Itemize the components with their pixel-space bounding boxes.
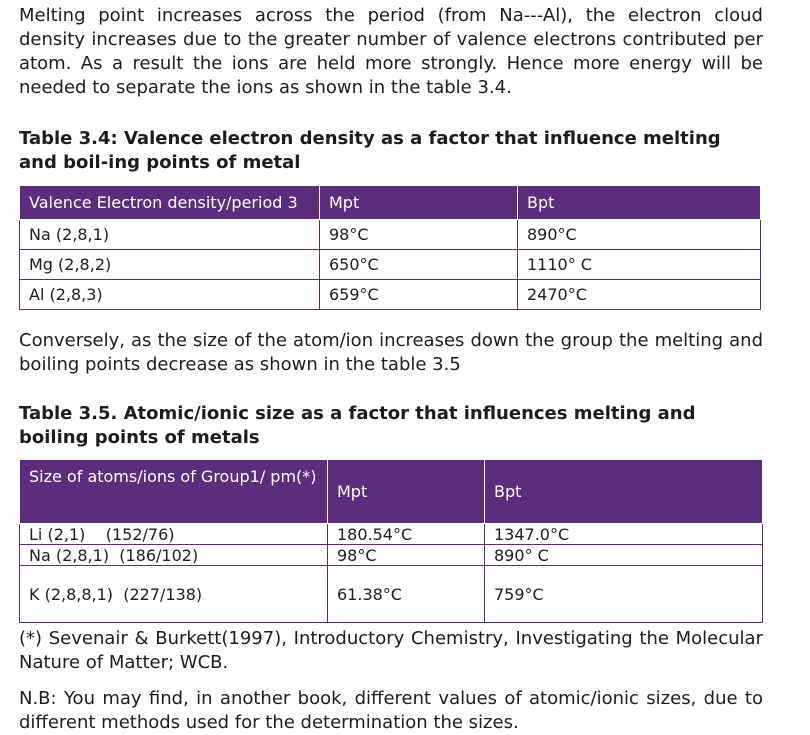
cell-mpt: 180.54°C (328, 524, 485, 545)
table-row (20, 280, 761, 310)
intro-paragraph: Melting point increases across the period (from Na---Al), the electron cloud density increases due to the greater number of valence electrons contributed per atom. As a result the ions are held more strongly. Hence more energy will be needed to separate the ions as shown in the table 3.4. (19, 5, 763, 98)
table-row (20, 566, 763, 623)
cell-bpt: 2470°C (518, 280, 761, 310)
cell-bpt: 1110° C (518, 250, 761, 280)
cell-element: Al (2,8,3) (20, 280, 320, 310)
middle-paragraph: Conversely, as the size of the atom/ion increases down the group the melting and boiling points decrease as shown in the table 3.5 (19, 330, 763, 375)
cell-bpt: 1347.0°C (485, 524, 763, 545)
table-row (20, 250, 761, 280)
cell-mpt: 61.38°C (328, 566, 485, 623)
table-header-row (20, 460, 763, 524)
column-header-valence-density: Valence Electron density/period 3 (20, 186, 320, 220)
table-3-4-caption: Table 3.4: Valence electron density as a factor that influence melting and boil-ing points of metal (19, 128, 721, 173)
cell-mpt: 98°C (328, 545, 485, 566)
column-header-size: Size of atoms/ions of Group1/ pm(*) (20, 460, 328, 524)
cell-element: Na (2,8,1) (20, 220, 320, 250)
cell-mpt: 98°C (320, 220, 518, 250)
column-header-bpt: Bpt (485, 460, 763, 524)
table-3-5 (19, 459, 763, 623)
cell-bpt: 890°C (518, 220, 761, 250)
table-row (20, 545, 763, 566)
column-header-mpt: Mpt (328, 460, 485, 524)
cell-element: Li (2,1) (152/76) (20, 524, 328, 545)
table-header-row (20, 186, 761, 220)
column-header-mpt: Mpt (320, 186, 518, 220)
cell-mpt: 650°C (320, 250, 518, 280)
cell-bpt: 890° C (485, 545, 763, 566)
table-row (20, 524, 763, 545)
cell-bpt: 759°C (485, 566, 763, 623)
table-3-5-caption: Table 3.5. Atomic/ionic size as a factor that influences melting and boiling points of metals (19, 403, 696, 448)
cell-element: Mg (2,8,2) (20, 250, 320, 280)
cell-element: K (2,8,8,1) (227/138) (20, 566, 328, 623)
nb-note: N.B: You may find, in another book, different values of atomic/ionic sizes, due to different methods used for the determination the sizes. (19, 688, 763, 733)
table-row (20, 220, 761, 250)
reference-note: (*) Sevenair & Burkett(1997), Introductory Chemistry, Investigating the Molecular Nature of Matter; WCB. (19, 628, 763, 673)
column-header-bpt: Bpt (518, 186, 761, 220)
cell-element: Na (2,8,1) (186/102) (20, 545, 328, 566)
cell-mpt: 659°C (320, 280, 518, 310)
table-3-4 (19, 185, 761, 310)
